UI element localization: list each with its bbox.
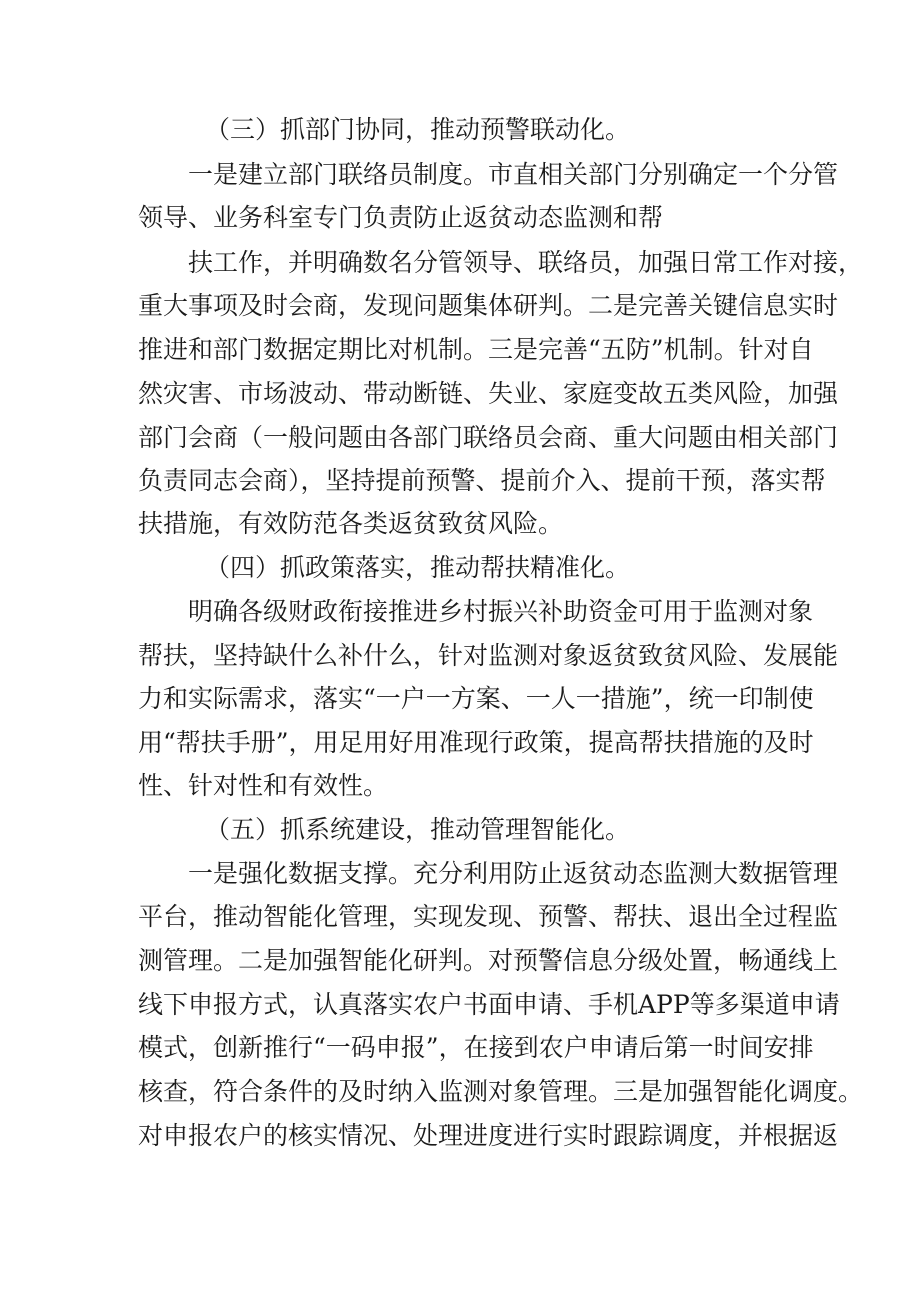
section-heading-4: （四）抓政策落实，推动帮扶精准化。 <box>205 553 631 582</box>
paragraph-line: 明确各级财政衔接推进乡村振兴补助资金可用于监测对象 <box>188 597 814 626</box>
paragraph-line: 负责同志会商），坚持提前预警、提前介入、提前干预，落实帮 <box>138 466 826 495</box>
paragraph-line: 然灾害、市场波动、带动断链、失业、家庭变故五类风险，加强 <box>138 379 839 408</box>
section-heading-5: （五）抓系统建设，推动管理智能化。 <box>205 815 631 844</box>
paragraph-line: 部门会商（一般问题由各部门联络员会商、重大问题由相关部门 <box>138 423 839 452</box>
paragraph-line: 重大事项及时会商，发现问题集体研判。二是完善关键信息实时 <box>138 291 839 320</box>
paragraph-line: 线下申报方式，认真落实农户书面申请、手机APP等多渠道申请 <box>138 990 840 1019</box>
paragraph-line: 帮扶，坚持缺什么补什么，针对监测对象返贫致贫风险、发展能 <box>138 641 839 670</box>
paragraph-line: 一是强化数据支撑。充分利用防止返贫动态监测大数据管理 <box>188 859 839 888</box>
paragraph-line: 用“帮扶手册”，用足用好用准现行政策，提高帮扶措施的及时 <box>138 728 814 757</box>
paragraph-line: 测管理。二是加强智能化研判。对预警信息分级处置，畅通线上 <box>138 946 839 975</box>
section-heading-3: （三）抓部门协同，推动预警联动化。 <box>205 115 631 144</box>
paragraph-line: 扶工作，并明确数名分管领导、联络员，加强日常工作对接， <box>188 248 864 277</box>
paragraph-line: 对申报农户的核实情况、处理进度进行实时跟踪调度，并根据返 <box>138 1121 839 1150</box>
paragraph-line: 核查，符合条件的及时纳入监测对象管理。三是加强智能化调度。 <box>138 1077 864 1106</box>
paragraph-line: 扶措施，有效防范各类返贫致贫风险。 <box>138 509 564 538</box>
paragraph-line: 一是建立部门联络员制度。市直相关部门分别确定一个分管 <box>188 160 839 189</box>
paragraph-line: 模式，创新推行“一码申报”，在接到农户申请后第一时间安排 <box>138 1033 814 1062</box>
paragraph-line: 性、针对性和有效性。 <box>138 771 389 800</box>
paragraph-line: 平台，推动智能化管理，实现发现、预警、帮扶、退出全过程监 <box>138 902 839 931</box>
paragraph-line: 推进和部门数据定期比对机制。三是完善“五防”机制。针对自 <box>138 335 814 364</box>
paragraph-line: 领导、业务科室专门负责防止返贫动态监测和帮 <box>138 203 664 232</box>
paragraph-line: 力和实际需求，落实“一户一方案、一人一措施”，统一印制使 <box>138 684 814 713</box>
